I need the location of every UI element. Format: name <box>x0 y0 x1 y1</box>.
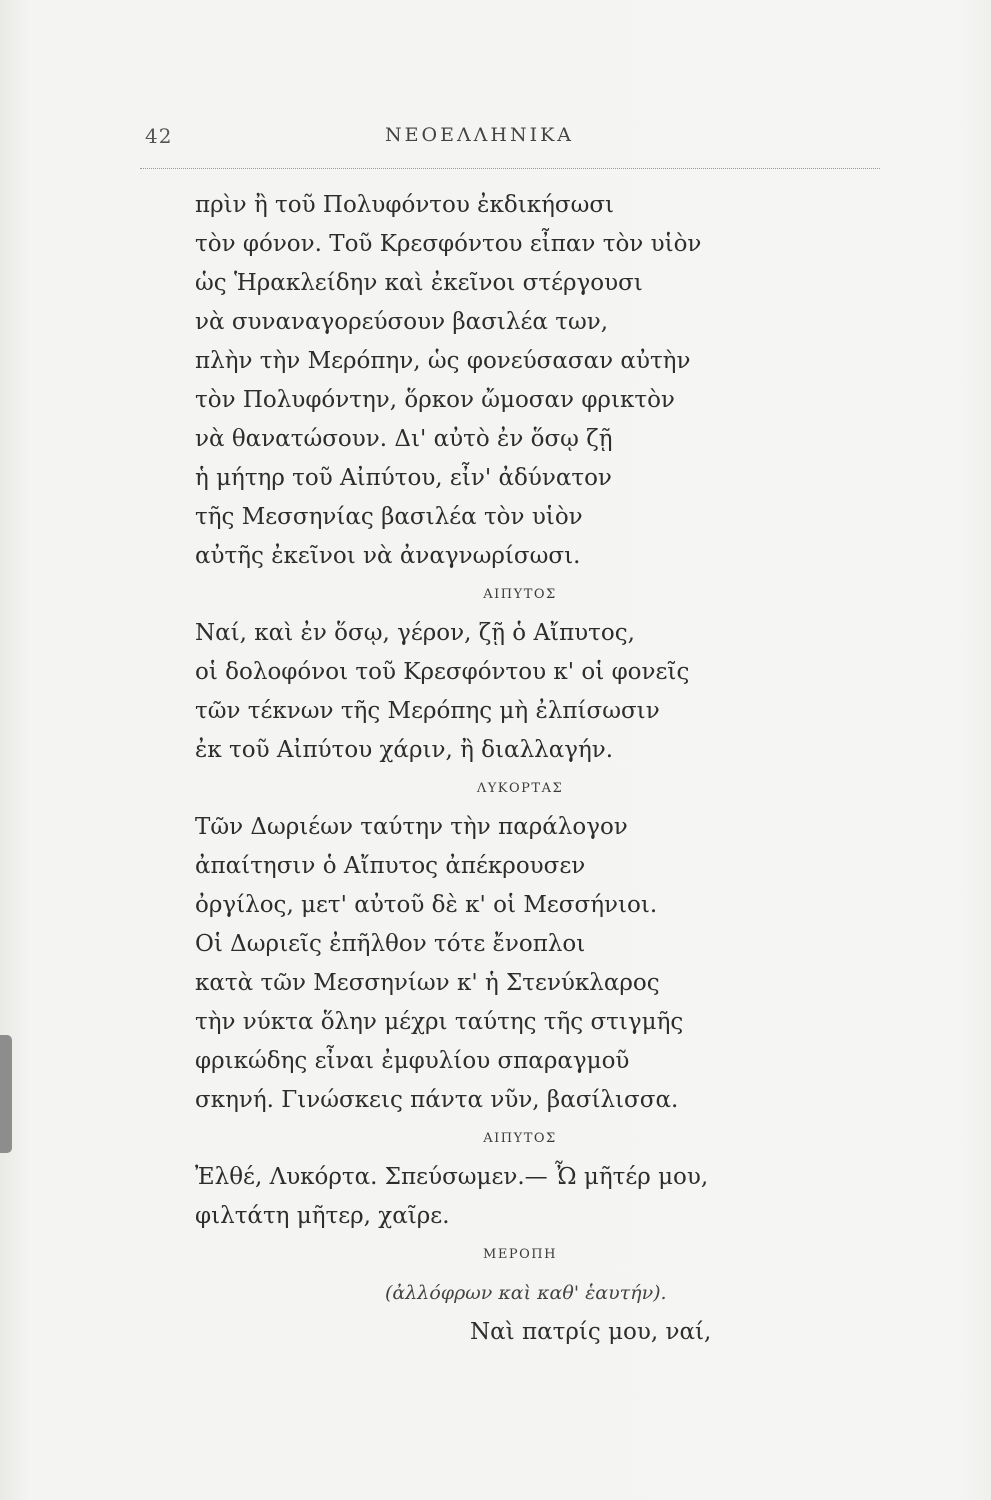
speaker-name: ΑΙΠΥΤΟΣ <box>483 1131 557 1146</box>
text-line: τὴν νύκτα ὅλην μέχρι ταύτης τῆς στιγμῆς <box>195 1009 684 1035</box>
page-number: 42 <box>145 124 173 148</box>
text-line: νὰ θανατώσουν. Δι' αὐτὸ ἐν ὅσῳ ζῇ <box>195 426 613 452</box>
text-line: τὸν Πολυφόντην, ὅρκον ὤμοσαν φρικτὸν <box>195 387 675 413</box>
speaker-name: ΑΙΠΥΤΟΣ <box>483 587 557 602</box>
text-line: οἱ δολοφόνοι τοῦ Κρεσφόντου κ' οἱ φονεῖς <box>195 659 690 685</box>
text-line: φιλτάτη μῆτερ, χαῖρε. <box>195 1203 450 1229</box>
text-line: αὐτῆς ἐκεῖνοι νὰ ἀναγνωρίσωσι. <box>195 543 581 569</box>
text-line: Οἱ Δωριεῖς ἐπῆλθον τότε ἔνοπλοι <box>195 931 586 957</box>
text-line: Τῶν Δωριέων ταύτην τὴν παράλογον <box>195 814 628 840</box>
text-line: πλὴν τὴν Μερόπην, ὡς φονεύσασαν αὐτὴν <box>195 348 691 374</box>
text-line: ὡς Ἡρακλείδην καὶ ἐκεῖνοι στέργουσι <box>195 270 643 296</box>
text-line: τῶν τέκνων τῆς Μερόπης μὴ ἐλπίσωσιν <box>195 698 660 724</box>
text-line: Ναὶ πατρίς μου, ναί, <box>470 1319 712 1345</box>
stage-direction: (ἀλλόφρων καὶ καθ' ἑαυτήν). <box>385 1282 667 1304</box>
header-rule <box>140 168 880 169</box>
text-line: ἀπαίτησιν ὁ Αἴπυτος ἀπέκρουσεν <box>195 853 586 879</box>
text-line: πρὶν ἢ τοῦ Πολυφόντου ἐκδικήσωσι <box>195 192 615 218</box>
text-line: ἡ μήτηρ τοῦ Αἰπύτου, εἶν' ἀδύνατον <box>195 465 612 491</box>
running-title: ΝΕΟΕΛΛΗΝΙΚΑ <box>385 124 574 146</box>
text-line: ὀργίλος, μετ' αὐτοῦ δὲ κ' οἱ Μεσσήνιοι. <box>195 892 658 918</box>
text-line: Ἐλθέ, Λυκόρτα. Σπεύσωμεν.— Ὦ μῆτέρ μου, <box>195 1164 709 1190</box>
binding-shadow <box>0 1035 12 1153</box>
text-line: ἐκ τοῦ Αἰπύτου χάριν, ἢ διαλλαγήν. <box>195 737 614 763</box>
text-body <box>195 186 835 1352</box>
text-line: νὰ συναναγορεύσουν βασιλέα των, <box>195 309 609 335</box>
text-line: κατὰ τῶν Μεσσηνίων κ' ἡ Στενύκλαρος <box>195 970 660 996</box>
text-line: Ναί, καὶ ἐν ὅσῳ, γέρον, ζῇ ὁ Αἴπυτος, <box>195 620 635 646</box>
speaker-name: ΜΕΡΟΠΗ <box>483 1247 557 1262</box>
text-line: φρικώδης εἶναι ἐμφυλίου σπαραγμοῦ <box>195 1048 630 1074</box>
text-line: τὸν φόνον. Τοῦ Κρεσφόντου εἶπαν τὸν υἱὸν <box>195 231 702 257</box>
text-line: σκηνή. Γινώσκεις πάντα νῦν, βασίλισσα. <box>195 1087 679 1113</box>
speaker-name: ΛΥΚΟΡΤΑΣ <box>476 781 564 796</box>
page-header <box>135 124 880 154</box>
text-line: τῆς Μεσσηνίας βασιλέα τὸν υἱὸν <box>195 504 583 530</box>
